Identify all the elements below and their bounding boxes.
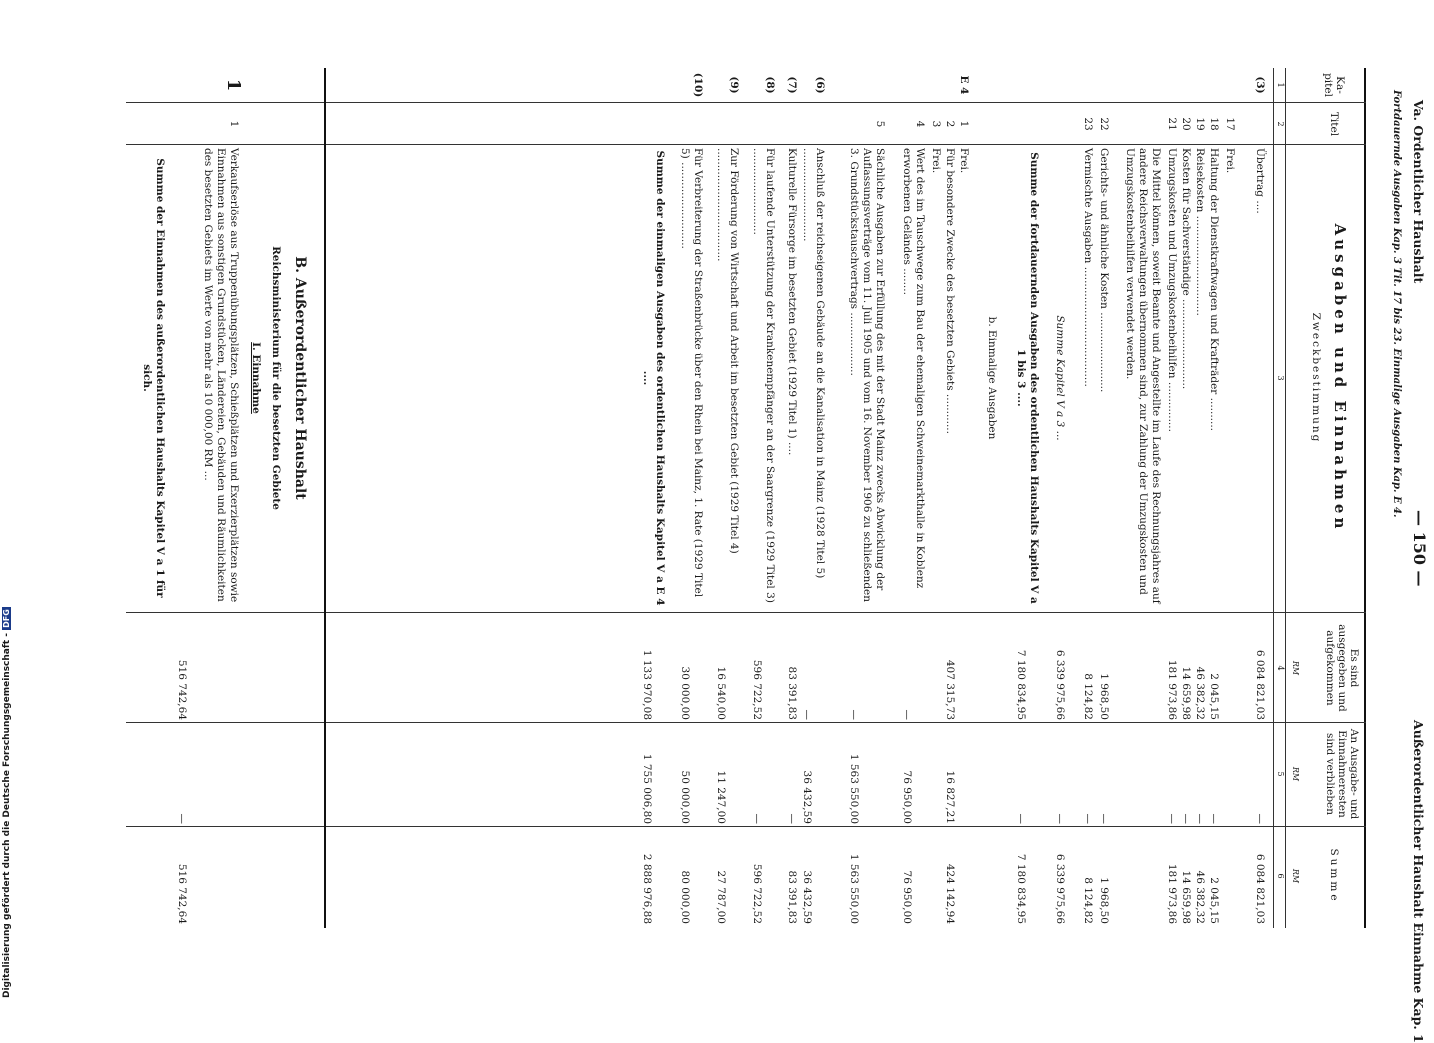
amount-cell: 27 787,00 xyxy=(715,870,727,924)
budget-table xyxy=(126,68,1366,928)
amount-cell: 30 000,00 xyxy=(679,666,691,720)
amount-cell: 50 000,00 xyxy=(679,770,691,824)
amount-cell: 181 973,86 xyxy=(1166,863,1178,924)
col-divider xyxy=(126,826,1366,827)
kapitel-cell: (10) xyxy=(692,72,704,98)
amount-cell: — xyxy=(848,709,860,720)
description-cell: Vermischte Ausgaben .................................... xyxy=(1082,148,1094,387)
titel-cell: 17 xyxy=(1224,117,1236,131)
ministry-title: Reichsministerium für die besetzten Gebiete xyxy=(270,246,282,510)
amount-cell: — xyxy=(1098,813,1110,824)
amount-cell: 76 950,00 xyxy=(901,870,913,924)
kapitel-cell: 1 xyxy=(223,78,244,92)
amount-cell: — xyxy=(1254,813,1266,824)
kapitel-cell: (8) xyxy=(764,76,776,94)
amount-cell: 76 950,00 xyxy=(901,770,913,824)
page-number: — 150 — xyxy=(1410,510,1429,587)
col-divider xyxy=(126,102,1366,103)
digitization-credit xyxy=(2,607,12,998)
description-cell: Übertrag .... xyxy=(1254,148,1266,214)
amount-cell: 83 391,83 xyxy=(786,870,798,924)
kapitel-cell: (6) xyxy=(814,76,826,94)
amount-cell: — xyxy=(801,709,813,720)
col-num: 2 xyxy=(1276,121,1285,127)
description-cell: Reisekosten .............................. xyxy=(1194,148,1206,316)
titel-cell: 1 xyxy=(228,120,240,128)
amount-cell: 83 391,83 xyxy=(786,666,798,720)
titel-cell: 19 xyxy=(1194,117,1206,131)
description-cell: Frei. xyxy=(930,148,942,174)
amount-cell: 407 315,73 xyxy=(944,659,956,720)
amount-cell: 1 563 550,00 xyxy=(848,753,860,824)
amount-cell: 14 659,98 xyxy=(1180,666,1192,720)
amount-cell: 2 045,15 xyxy=(1208,673,1220,720)
description-cell: Für besondere Zwecke des besetzten Gebiets ............ xyxy=(944,148,956,434)
amount-cell: 1 133 970,08 xyxy=(641,649,653,720)
colnum-rule xyxy=(1273,68,1274,928)
dfg-logo: DFG xyxy=(2,609,11,628)
amount-cell: 80 000,00 xyxy=(679,870,691,924)
section-b-title: B. Außerordentlicher Haushalt xyxy=(292,256,308,500)
amount-cell: 6 084 821,03 xyxy=(1254,649,1266,720)
description-cell: Für laufende Unterstützung der Krankenempfänger an der Saargrenze (1929 Titel 3) .......................... xyxy=(751,148,776,603)
amount-cell: 11 247,00 xyxy=(715,770,727,824)
amount-cell: — xyxy=(1208,813,1220,824)
table-top-rule xyxy=(1364,68,1366,928)
header-left: Va. Ordentlicher Haushalt xyxy=(1411,100,1426,284)
amount-cell: 36 432,59 xyxy=(801,770,813,824)
amount-cell: 14 659,98 xyxy=(1180,870,1192,924)
einnahme-title: I. Einnahme xyxy=(250,342,262,414)
amount-cell: 6 339 975,66 xyxy=(1054,853,1066,924)
amount-cell: — xyxy=(176,813,188,824)
col-divider xyxy=(126,612,1366,613)
col-divider xyxy=(126,722,1366,723)
col-num: 3 xyxy=(1276,375,1285,381)
kapitel-cell: (3) xyxy=(1254,76,1266,94)
description-cell: Summe Kapitel V a 3 ... xyxy=(1054,315,1066,441)
amount-cell: 7 180 834,95 xyxy=(1015,649,1027,720)
amount-cell: 8 124,82 xyxy=(1082,877,1094,924)
amount-cell: 6 084 821,03 xyxy=(1254,853,1266,924)
description-cell: Sächliche Ausgaben zur Erfüllung des mit der Stadt Mainz zwecks Abwicklung der Auflassungsverträge vom 11. Juli 1905 und vom 16. November 1906 zu schließenden 3. Grundstückstauschvertrags ................... xyxy=(848,148,886,603)
header-rule xyxy=(1285,68,1286,928)
amount-cell: 1 755 006,80 xyxy=(641,753,653,824)
titel-cell: 18 xyxy=(1208,117,1220,131)
description-cell: Frei. xyxy=(958,148,970,174)
col-num: 4 xyxy=(1276,665,1285,671)
unit-label: RM xyxy=(1291,868,1300,884)
col-divider xyxy=(126,144,1366,145)
titel-cell: 5 xyxy=(874,120,886,128)
amount-cell: 8 124,82 xyxy=(1082,673,1094,720)
description-cell: Frei. xyxy=(1224,148,1236,174)
col-titel-header: Titel xyxy=(1328,111,1340,137)
description-cell: b. Einmalige Ausgaben xyxy=(986,316,998,440)
amount-cell: 1 968,50 xyxy=(1098,673,1110,720)
kapitel-cell: (7) xyxy=(786,76,798,94)
amount-cell: — xyxy=(1180,813,1192,824)
amount-cell: 7 180 834,95 xyxy=(1015,853,1027,924)
amount-cell: 1 563 550,00 xyxy=(848,853,860,924)
amount-cell: 596 722,52 xyxy=(751,863,763,924)
page-subtitle: Fortdauernde Ausgaben Kap. 3 Tit. 17 bis 23. Einmalige Ausgaben Kap. E 4. xyxy=(1391,90,1402,518)
col-6-header: Summe xyxy=(1328,848,1340,904)
amount-cell: 46 382,32 xyxy=(1194,666,1206,720)
amount-cell: 516 742,64 xyxy=(176,863,188,924)
section-b-sum: Summe der Einnahmen des außerordentlichen Haushalts Kapitel V a 1 für sich. xyxy=(141,158,166,598)
col-num: 5 xyxy=(1276,771,1285,777)
amount-cell: 6 339 975,66 xyxy=(1054,649,1066,720)
unit-label: RM xyxy=(1291,766,1300,782)
titel-cell: 2 xyxy=(944,120,956,128)
description-cell: Haltung der Dienstkraftwagen und Krafträder .......... xyxy=(1208,148,1220,432)
titel-cell: 3 xyxy=(930,120,942,128)
amount-cell: — xyxy=(1015,813,1027,824)
col-zweck-sub: Zweckbestimmung xyxy=(1310,312,1322,444)
titel-cell: 1 xyxy=(958,120,970,128)
titel-cell: 23 xyxy=(1082,117,1094,131)
amount-cell: 46 382,32 xyxy=(1194,870,1206,924)
amount-cell: 16 540,00 xyxy=(715,666,727,720)
amount-cell: 16 827,21 xyxy=(944,770,956,824)
amount-cell: — xyxy=(1194,813,1206,824)
description-cell: Für Verbreiterung der Straßenbrücke über den Rhein bei Mainz, 1. Rate (1929 Titel 5) .......................... xyxy=(679,148,704,598)
description-cell: Kosten für Sachverständige ........................... xyxy=(1180,148,1192,390)
header-right: Außerordentlicher Haushalt Einnahme Kap. 1 xyxy=(1411,720,1426,1043)
description-cell: Gerichts- und ähnliche Kosten ........................ xyxy=(1098,148,1110,393)
amount-cell: — xyxy=(1166,813,1178,824)
col-kapitel-header: Ka- pitel xyxy=(1322,73,1346,97)
amount-cell: 596 722,52 xyxy=(751,659,763,720)
amount-cell: 181 973,86 xyxy=(1166,659,1178,720)
titel-cell: 4 xyxy=(914,120,926,128)
amount-cell: — xyxy=(901,709,913,720)
amount-cell: 2 888 976,88 xyxy=(641,853,653,924)
kapitel-cell: (9) xyxy=(728,76,740,94)
description-cell: Verkaufserlöse aus Truppenübungsplätzen, Schießplätzen und Exerzierplätzen sowie Einnahmen aus sonstigen Grundstücken, Ländereien, Gebäuden und Räumlichkeiten des besetzten Gebiets im Werte von mehr als 10 000,00 RM ... xyxy=(202,148,240,603)
titel-cell: 21 xyxy=(1166,117,1178,131)
amount-cell: 516 742,64 xyxy=(176,659,188,720)
amount-cell: 1 968,50 xyxy=(1098,877,1110,924)
amount-cell: — xyxy=(1082,813,1094,824)
kapitel-cell: E 4 xyxy=(958,75,970,95)
amount-cell: — xyxy=(786,813,798,824)
credit-text: Digitalisierung gefördert durch die Deutsche Forschungsgemeinschaft - xyxy=(2,633,12,998)
description-cell: Summe der einmaligen Ausgaben des ordentlichen Haushalts Kapitel V a E 4 .... xyxy=(641,150,666,606)
description-cell: Anschluß der reichseigenen Gebäude an die Kanalisation in Mainz (1928 Titel 5) ............................ xyxy=(801,148,826,579)
description-cell: Kulturelle Fürsorge im besetzten Gebiet (1929 Titel 1) .... xyxy=(786,148,798,456)
amount-cell: 36 432,59 xyxy=(801,870,813,924)
col-num: 6 xyxy=(1276,873,1285,879)
description-cell: Summe der fortdauernden Ausgaben des ordentlichen Haushalts Kapitel V a 1 bis 3 .... xyxy=(1015,152,1040,604)
section-divider xyxy=(324,68,326,928)
col-4-header: Es sind ausgegeben und aufgekommen xyxy=(1324,624,1360,712)
description-cell: Umzugskosten und Umzugskostenbeihilfen ............... xyxy=(1166,148,1178,432)
col-5-header: An Ausgabe- und Einnahmeresten sind verblieben xyxy=(1324,728,1360,820)
amount-cell: 2 045,15 xyxy=(1208,877,1220,924)
col-zweck-header: Ausgaben und Einnahmen xyxy=(1331,223,1349,533)
unit-label: RM xyxy=(1291,660,1300,676)
titel-cell: 20 xyxy=(1180,117,1192,131)
amount-cell: 424 142,94 xyxy=(944,863,956,924)
description-cell: Zur Förderung von Wirtschaft und Arbeit im besetzten Gebiet (1929 Titel 4) .................................. xyxy=(715,148,740,554)
amount-cell: — xyxy=(1054,813,1066,824)
amount-cell: — xyxy=(751,813,763,824)
description-cell: Die Mittel können, soweit Beamte und Angestellte im Laufe des Rechnungsjahres auf andere Reichsverwaltungen übernommen sind, zur Zahlung der Umzugskosten und Umzugskostenbeihilfen verwendet werden. xyxy=(1124,148,1162,604)
col-num: 1 xyxy=(1276,82,1285,88)
description-cell: Wert des im Tauschwege zum Bau der ehemaligen Schweinemarkthalle in Koblenz erworbenen Geländes ........ xyxy=(901,148,926,589)
titel-cell: 22 xyxy=(1098,117,1110,131)
